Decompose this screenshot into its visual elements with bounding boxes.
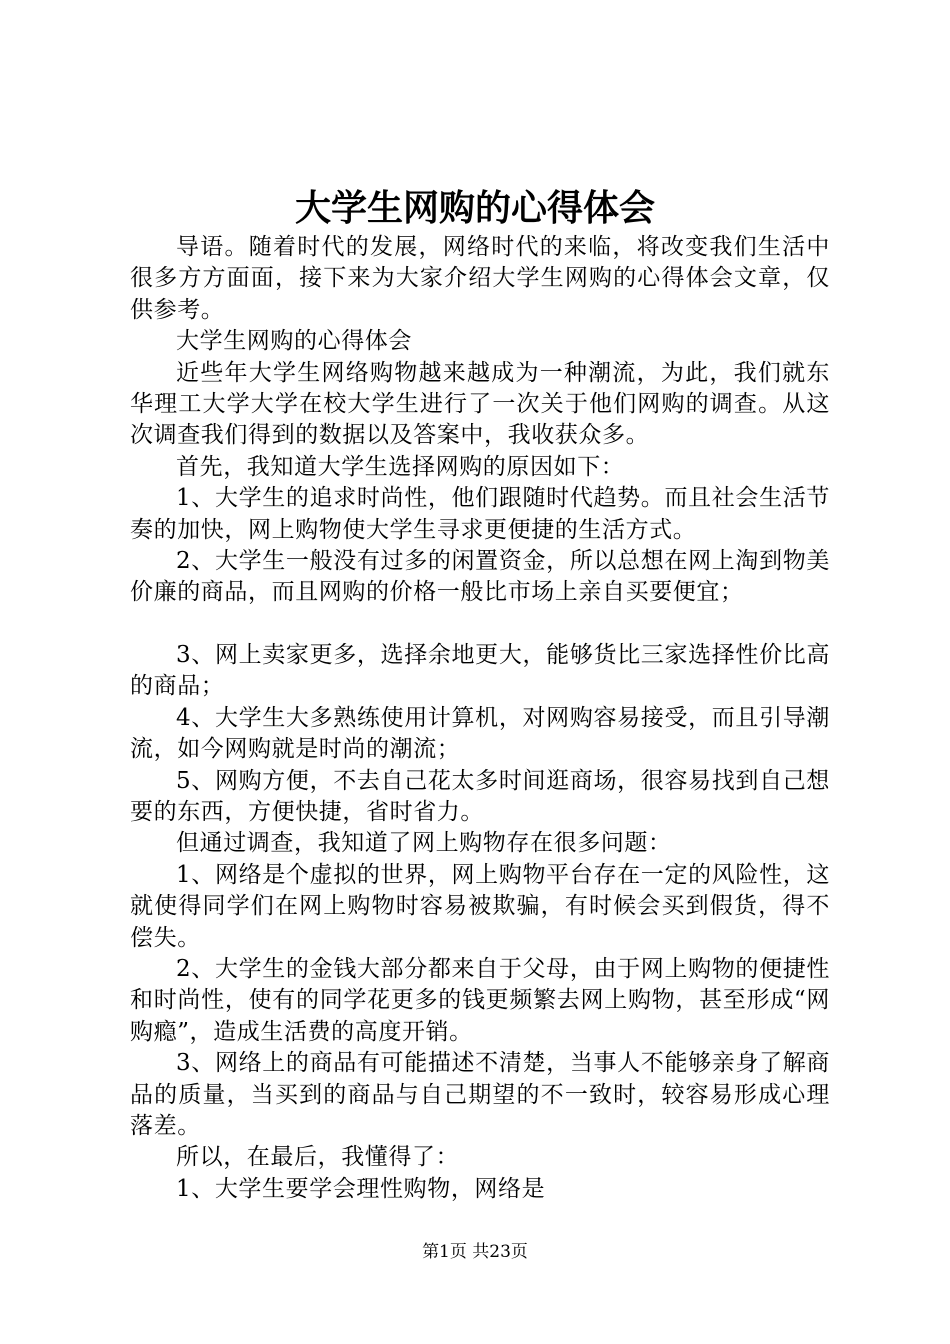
problem-item-2: 2、大学生的金钱大部分都来自于父母，由于网上购物的便捷性和时尚性，使有的同学花更多的钱更频繁去网上购物，甚至形成“网购瘾”，造成生活费的高度开销。	[130, 955, 830, 1045]
document-title: 大学生网购的心得体会	[294, 187, 655, 229]
reason-item-2: 2、大学生一般没有过多的闲置资金，所以总想在网上淘到物美价廉的商品，而且网购的价格一般比市场上亲自买要便宜；	[130, 548, 830, 606]
intro-paragraph: 导语。随着时代的发展，网络时代的来临，将改变我们生活中很多方方面面，接下来为大家介绍大学生网购的心得体会文章，仅供参考。	[130, 234, 830, 323]
body-paragraph: 但通过调查，我知道了网上购物存在很多问题：	[176, 830, 672, 857]
reason-item-4: 4、大学生大多熟练使用计算机，对网购容易接受，而且引导潮流，如今网购就是时尚的潮流；	[130, 704, 830, 763]
reason-item-5: 5、网购方便，不去自己花太多时间逛商场，很容易找到自己想要的东西，方便快捷，省时省力。	[130, 767, 830, 825]
problem-item-1: 1、网络是个虚拟的世界，网上购物平台存在一定的风险性，这就使得同学们在网上购物时容易被欺骗，有时候会买到假货，得不偿失。	[130, 861, 830, 951]
reason-item-3: 3、网上卖家更多，选择余地更大，能够货比三家选择性价比高的商品；	[130, 641, 830, 700]
problem-item-3: 3、网络上的商品有可能描述不清楚，当事人不能够亲身了解商品的质量，当买到的商品与自己期望的不一致时，较容易形成心理落差。	[130, 1050, 830, 1139]
body-paragraph: 首先，我知道大学生选择网购的原因如下：	[176, 453, 625, 480]
lesson-item-1: 1、大学生要学会理性购物，网络是	[176, 1175, 546, 1202]
body-paragraph: 所以，在最后，我懂得了：	[176, 1144, 460, 1171]
document-body	[130, 232, 830, 1205]
page-number-footer: 第1页 共23页	[422, 1242, 528, 1262]
body-paragraph: 近些年大学生网络购物越来越成为一种潮流，为此，我们就东华理工大学大学在校大学生进行了一次关于他们网购的调查。从这次调查我们得到的数据以及答案中，我收获众多。	[130, 359, 830, 449]
subheading-paragraph: 大学生网购的心得体会	[176, 328, 412, 355]
reason-item-1: 1、大学生的追求时尚性，他们跟随时代趋势。而且社会生活节奏的加快，网上购物使大学生寻求更便捷的生活方式。	[130, 485, 830, 543]
